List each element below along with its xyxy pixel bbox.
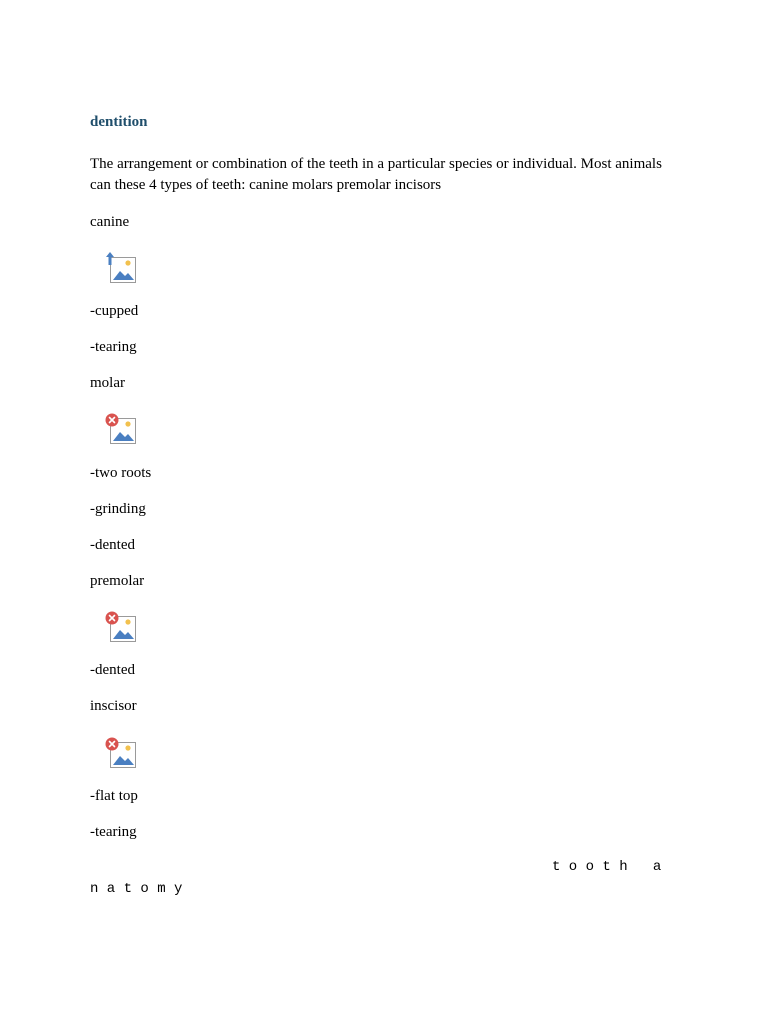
molar-trait-two-roots: -two roots <box>90 465 152 481</box>
section-label-premolar: premolar <box>90 573 145 589</box>
premolar-trait-dented: -dented <box>90 662 135 678</box>
canine-trait-cupped: -cupped <box>90 303 139 319</box>
molar-trait-grinding: -grinding <box>90 501 146 517</box>
molar-trait-dented: -dented <box>90 537 135 553</box>
inscisor-trait-tearing: -tearing <box>90 824 137 840</box>
broken-image-icon[interactable] <box>105 413 137 445</box>
page-heading: dentition <box>90 114 148 130</box>
footer-text-line-1: t o o t h a <box>552 859 662 875</box>
section-label-canine: canine <box>90 214 130 230</box>
intro-paragraph: The arrangement or combination of the teeth in a particular species or individual. Most animals can these 4 types of teeth: canine molars premolar incisors <box>90 156 662 193</box>
canine-trait-tearing: -tearing <box>90 339 137 355</box>
image-upload-icon[interactable] <box>105 252 137 284</box>
section-label-molar: molar <box>90 375 125 391</box>
footer-text-line-2: n a t o m y <box>90 881 183 897</box>
section-label-inscisor: inscisor <box>90 698 137 714</box>
inscisor-trait-flat-top: -flat top <box>90 788 138 804</box>
broken-image-icon[interactable] <box>105 611 137 643</box>
broken-image-icon[interactable] <box>105 737 137 769</box>
